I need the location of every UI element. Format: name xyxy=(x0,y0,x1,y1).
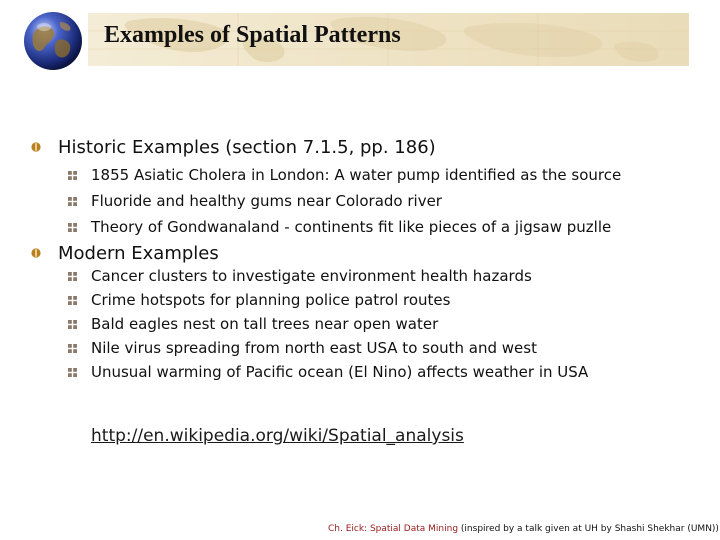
list-item: Cancer clusters to investigate environment health hazards xyxy=(91,267,532,285)
globe-icon xyxy=(22,10,84,72)
list-item: 1855 Asiatic Cholera in London: A water pump identified as the source xyxy=(91,166,622,184)
bullet-level2-icon xyxy=(68,171,77,180)
wikipedia-link[interactable]: http://en.wikipedia.org/wiki/Spatial_analysis xyxy=(91,426,464,446)
footer-note: (inspired by a talk given at UH by Shashi Shekhar (UMN)) xyxy=(458,524,719,534)
bullet-level1-icon xyxy=(31,142,41,152)
bullet-level2-icon xyxy=(68,344,77,353)
list-item: Nile virus spreading from north east USA to south and west xyxy=(91,339,537,357)
footer xyxy=(328,524,719,534)
bullet-level2-icon xyxy=(68,320,77,329)
section-heading-historic: Historic Examples (section 7.1.5, pp. 186) xyxy=(58,137,436,158)
bullet-level2-icon xyxy=(68,197,77,206)
list-item: Crime hotspots for planning police patrol routes xyxy=(91,291,451,309)
list-item: Bald eagles nest on tall trees near open water xyxy=(91,315,439,333)
list-item: Unusual warming of Pacific ocean (El Nino) affects weather in USA xyxy=(91,363,589,381)
bullet-level2-icon xyxy=(68,368,77,377)
bullet-level2-icon xyxy=(68,296,77,305)
list-item: Theory of Gondwanaland - continents fit like pieces of a jigsaw puzlle xyxy=(91,218,612,236)
list-item: Fluoride and healthy gums near Colorado river xyxy=(91,192,442,210)
slide-title: Examples of Spatial Patterns xyxy=(104,22,401,48)
footer-credit: Ch. Eick: Spatial Data Mining xyxy=(328,524,459,534)
bullet-level2-icon xyxy=(68,272,77,281)
bullet-level2-icon xyxy=(68,223,77,232)
section-heading-modern: Modern Examples xyxy=(58,243,219,264)
bullet-level1-icon xyxy=(31,248,41,258)
